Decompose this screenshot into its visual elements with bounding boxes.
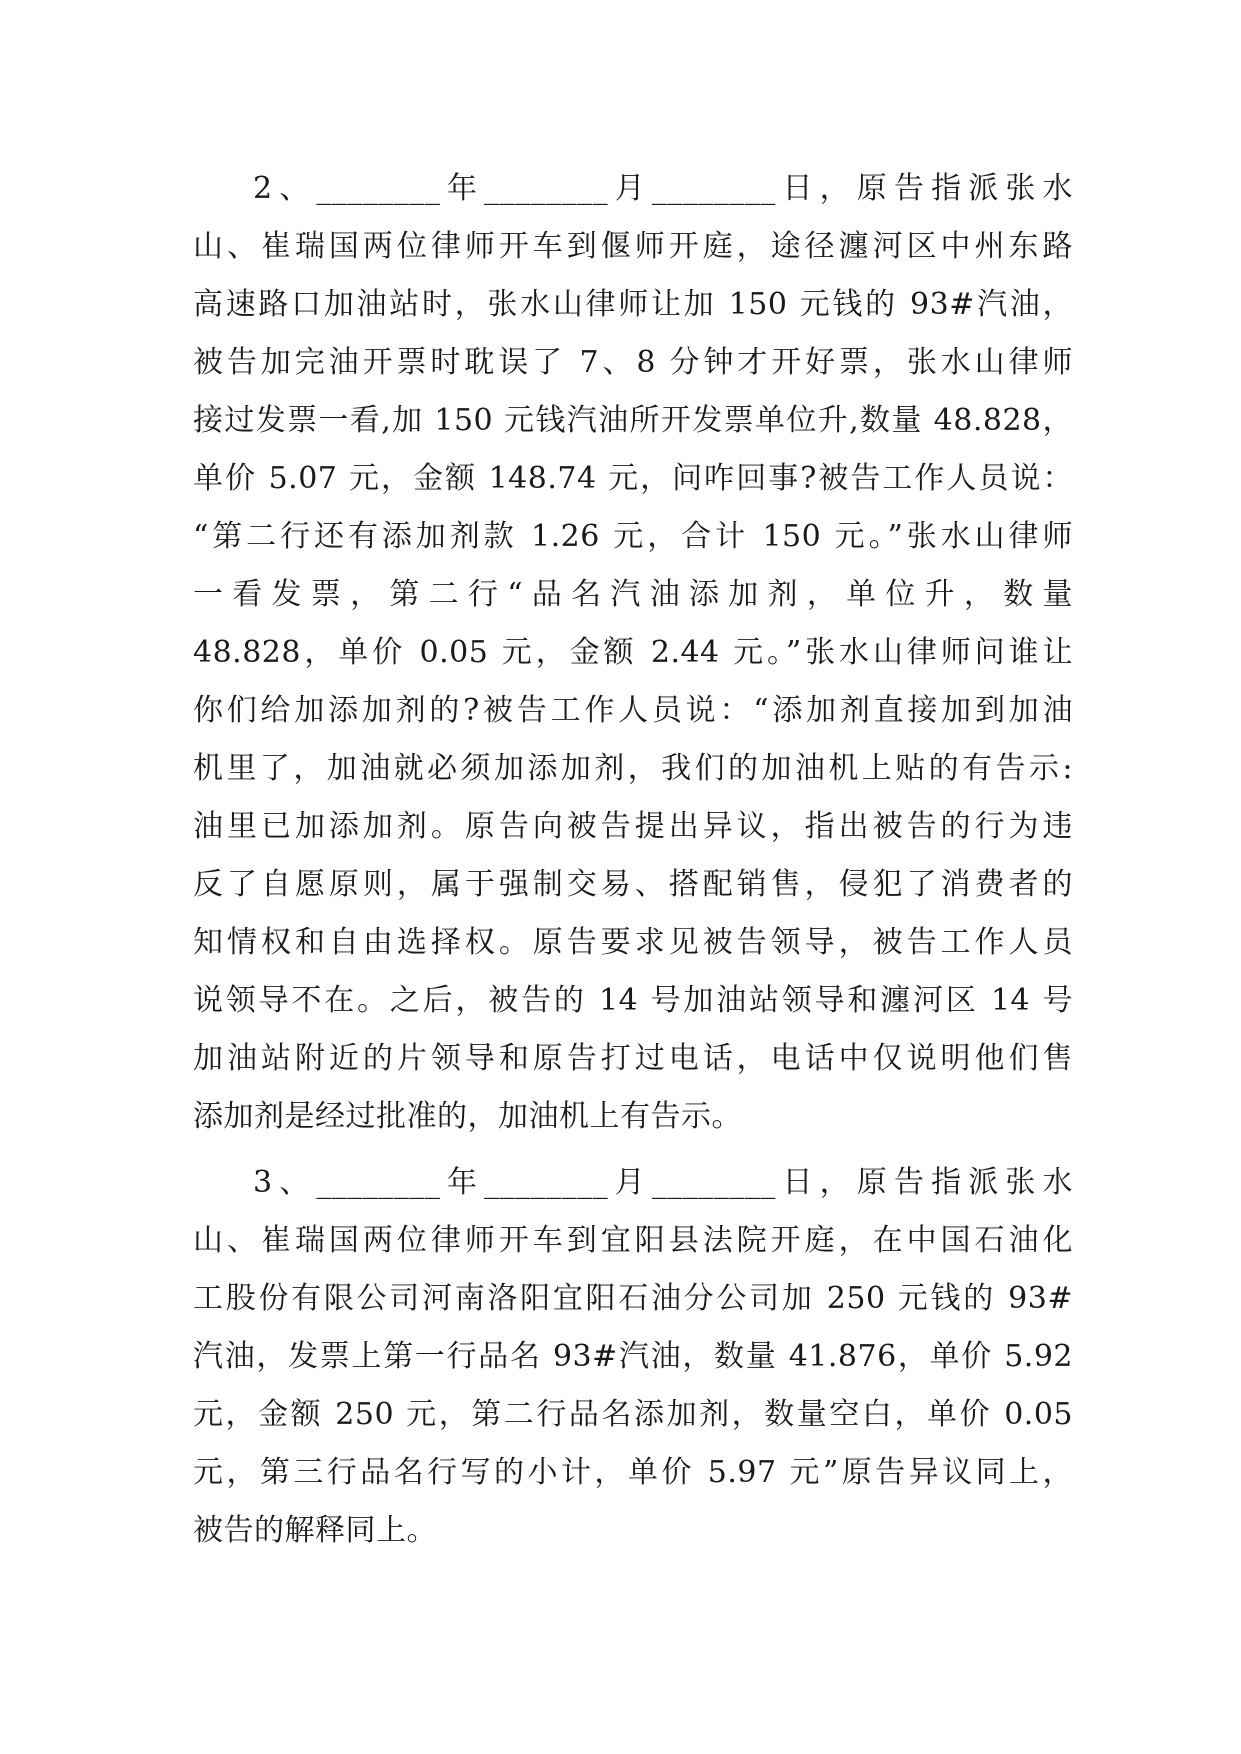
paragraph-2 [193, 160, 1073, 1146]
text-line: 汽油，发票上第一行品名 93#汽油，数量 41.876，单价 5.92 [193, 1339, 1073, 1374]
text-line: 接过发票一看,加 150 元钱汽油所开发票单位升,数量 48.828， [193, 403, 1073, 438]
text-line: 单价 5.07 元，金额 148.74 元，问咋回事?被告工作人员说： [193, 461, 1073, 496]
text-line: 元，第三行品名行写的小计，单价 5.97 元”原告异议同上， [193, 1455, 1073, 1490]
text-line: 被告加完油开票时耽误了 7、8 分钟才开好票，张水山律师 [193, 345, 1073, 380]
text-line: 反了自愿原则，属于强制交易、搭配销售，侵犯了消费者的 [193, 867, 1073, 902]
text-line-last: 添加剂是经过批准的，加油机上有告示。 [193, 1099, 742, 1134]
paragraph-3 [193, 1154, 1073, 1560]
text-line: 你们给加添加剂的?被告工作人员说：“添加剂直接加到加油 [193, 693, 1073, 728]
text-line: 48.828，单价 0.05 元，金额 2.44 元。”张水山律师问谁让 [193, 635, 1073, 670]
text-line: 机里了，加油就必须加添加剂，我们的加油机上贴的有告示: [193, 751, 1073, 786]
text-line: 2、________年________月________日，原告指派张水 [253, 171, 1073, 206]
text-line: 一看发票，第二行“品名汽油添加剂，单位升，数量 [193, 577, 1073, 612]
text-line: 知情权和自由选择权。原告要求见被告领导，被告工作人员 [193, 925, 1073, 960]
text-line: “第二行还有添加剂款 1.26 元，合计 150 元。”张水山律师 [193, 519, 1073, 554]
text-line: 3、________年________月________日，原告指派张水 [253, 1165, 1073, 1200]
text-line: 油里已加添加剂。原告向被告提出异议，指出被告的行为违 [193, 809, 1073, 844]
text-line: 工股份有限公司河南洛阳宜阳石油分公司加 250 元钱的 93# [193, 1281, 1073, 1316]
text-line-last: 被告的解释同上。 [193, 1513, 437, 1548]
text-line: 山、崔瑞国两位律师开车到宜阳县法院开庭，在中国石油化 [193, 1223, 1073, 1258]
text-line: 加油站附近的片领导和原告打过电话，电话中仅说明他们售 [193, 1041, 1073, 1076]
text-line: 说领导不在。之后，被告的 14 号加油站领导和瀍河区 14 号 [193, 983, 1073, 1018]
text-line: 高速路口加油站时，张水山律师让加 150 元钱的 93#汽油， [193, 287, 1073, 322]
text-line: 山、崔瑞国两位律师开车到偃师开庭，途径瀍河区中州东路 [193, 229, 1073, 264]
text-line: 元，金额 250 元，第二行品名添加剂，数量空白，单价 0.05 [193, 1397, 1073, 1432]
